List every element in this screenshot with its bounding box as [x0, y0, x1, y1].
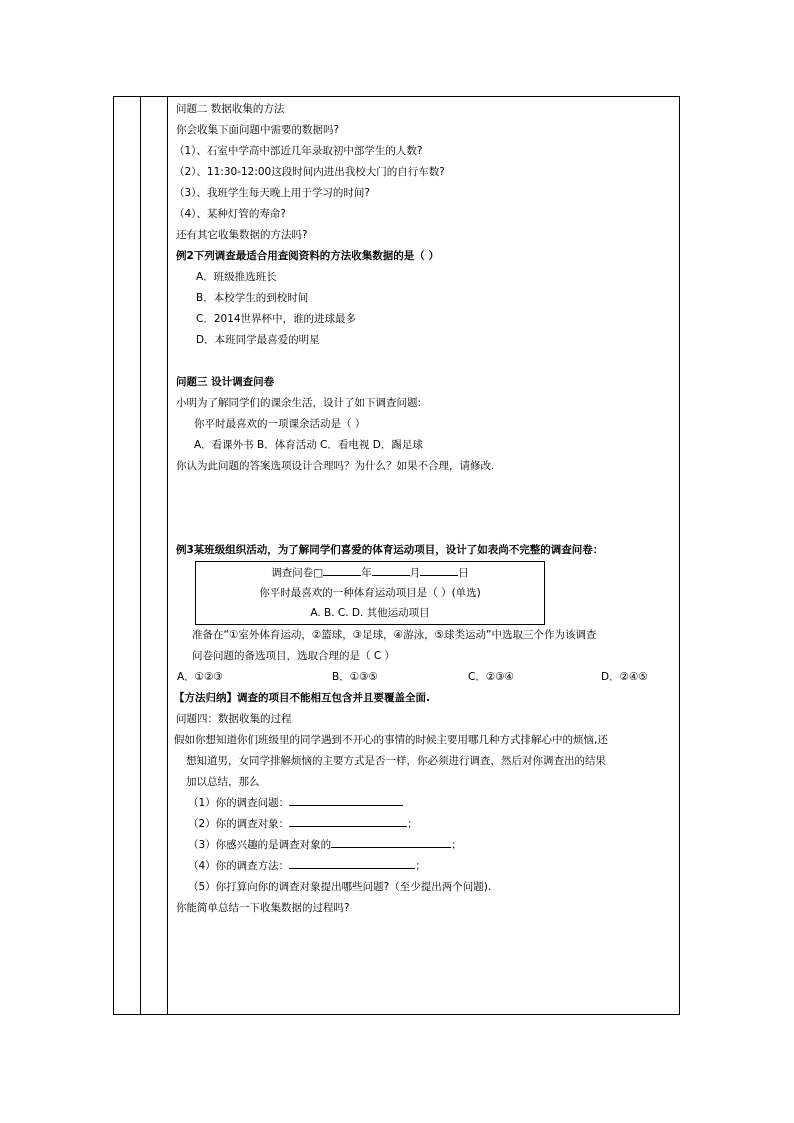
section3-ask: 你认为此问题的答案选项设计合理吗？为什么？如果不合理，请修改. [176, 460, 495, 472]
q4-answer-blank[interactable] [289, 856, 415, 869]
survey-box-options: A. B. C. D. 其他运动项目 [310, 607, 430, 619]
section3-options: A．看课外书 B．体育活动 C．看电视 D．踢足球 [194, 439, 423, 451]
section2-item-3: （3）、我班学生每天晚上用于学习的时间? [174, 187, 371, 199]
q2-answer-blank[interactable] [289, 814, 407, 827]
section2-item-1: （1）、石室中学高中部近几年录取初中部学生的人数? [174, 145, 423, 157]
year-blank [323, 563, 361, 576]
example3-choices [174, 667, 679, 688]
example2-option-c: C．2014世界杯中，谁的进球最多 [196, 313, 357, 325]
section4-summary: 你能简单总结一下收集数据的过程吗? [176, 902, 350, 914]
section4-q3: （3）你感兴趣的是调查对象的 ； [174, 835, 679, 856]
section2-title: 问题二 数据收集的方法 [176, 103, 285, 115]
section4-para-3: 加以总结，那么 [186, 776, 260, 788]
example2-option-a: A．班级推选班长 [196, 271, 277, 283]
section4-q4: （4）你的调查方法： ； [174, 856, 679, 877]
q1-answer-blank[interactable] [289, 793, 403, 806]
example2-option-d: D．本班同学最喜爱的明星 [196, 334, 320, 346]
example2-stem: 例2下列调查最适合用查阅资料的方法收集数据的是（ ） [176, 250, 439, 262]
column-divider-1 [140, 97, 141, 1014]
month-blank [372, 563, 410, 576]
survey-box-question: 你平时最喜欢的一种体育运动项目是（ ）(单选) [259, 587, 481, 599]
section2-other: 还有其它收集数据的方法吗? [176, 229, 308, 241]
section2-item-4: （4）、某种灯管的寿命? [174, 208, 287, 220]
worksheet-content [174, 99, 679, 919]
section4-q2: （2）你的调查对象： ； [174, 814, 679, 835]
section4-q5: （5）你打算向你的调查对象提出哪些问题?（至少提出两个问题). [188, 881, 492, 893]
section3-title: 问题三 设计调查问卷 [176, 376, 275, 388]
day-blank [420, 563, 458, 576]
method-summary: 【方法归纳】调查的项目不能相互包含并且要覆盖全面. [174, 692, 430, 704]
choice-c: C．②③④ [468, 671, 515, 683]
q3-answer-blank[interactable] [331, 835, 451, 848]
section4-para-1: 假如你想知道你们班级里的同学遇到不开心的事情的时候主要用哪几种方式排解心中的烦恼,还 [174, 734, 608, 746]
column-divider-2 [167, 97, 168, 1014]
example3-prep-1: 准备在“①室外体育运动，②篮球，③足球，④游泳，⑤球类运动”中选取三个作为该调查 [192, 629, 597, 641]
choice-d: D．②④⑤ [601, 671, 648, 683]
survey-box [195, 561, 545, 625]
section2-item-2: （2）、11:30-12:00这段时间内进出我校大门的自行车数? [174, 166, 445, 178]
section3-question: 你平时最喜欢的一项课余活动是（ ） [194, 418, 366, 430]
choice-a: A．①②③ [177, 671, 223, 683]
section4-para-2: 想知道男，女同学排解烦恼的主要方式是否一样，你必须进行调查，然后对你调查出的结果 [186, 755, 606, 767]
section4-q1: （1）你的调查问题： [174, 793, 679, 814]
section4-title: 问题四：数据收集的过程 [176, 713, 292, 725]
section2-intro: 你会收集下面问题中需要的数据吗? [176, 124, 340, 136]
example3-prep-2: 问卷问题的备选项目，选取合理的是（ C ） [192, 650, 396, 662]
survey-box-title: 调查问卷□ 年 月 日 [196, 563, 544, 583]
choice-b: B．①③⑤ [332, 671, 378, 683]
section3-intro: 小明为了解同学们的课余生活，设计了如下调查问题: [176, 397, 422, 409]
example3-stem: 例3某班级组织活动，为了解同学们喜爱的体育运动项目，设计了如表尚不完整的调查问卷： [176, 544, 604, 556]
example2-option-b: B．本校学生的到校时间 [196, 292, 309, 304]
